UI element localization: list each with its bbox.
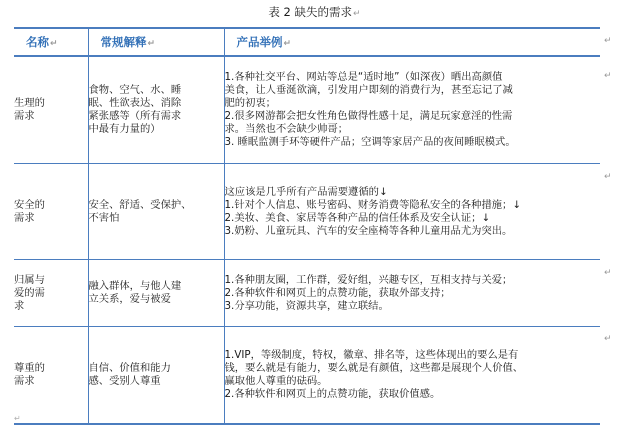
need-name-cell: 安全的 需求 xyxy=(14,198,45,224)
explanation-cell: 融入群体，与他人建 立关系，爱与被爱 xyxy=(88,260,224,327)
paragraph-mark-icon: ↵ xyxy=(147,39,156,49)
paragraph-mark-icon: ↵ xyxy=(50,39,58,49)
explanation-cell: 安全、舒适、受保护、 不害怕 xyxy=(88,164,224,260)
needs-table xyxy=(14,27,600,425)
header-example: 产品举例↵ xyxy=(224,28,600,56)
need-name-cell: 尊重的 需求 xyxy=(14,362,45,387)
table-row xyxy=(14,327,600,425)
header-name: 名称↵ xyxy=(26,35,58,49)
table-header-row xyxy=(14,28,600,56)
need-name-cell: 生理的 需求 xyxy=(14,97,45,122)
example-cell: 1.VIP，等级制度，特权，徽章、排名等，这些体现出的要么是有 钱，要么就是有能力，要么就是有颜值，这些都是展现个人价值、 赢取他人尊重的砝码。 2.各种软件和网页上的点赞功能，获取价值感。 xyxy=(224,327,600,425)
example-cell: 1.各种朋友圈，工作群，爱好组，兴趣专区，互相支持与关爱； 2.各种软件和网页上的点赞功能，获取外部支持； 3.分享功能，资源共享，建立联结。 xyxy=(224,260,600,327)
need-name-cell: 归属与 爱的需 求 xyxy=(14,273,45,312)
table-row xyxy=(14,56,600,164)
row-end-mark-icon: ↵ xyxy=(604,71,612,81)
example-cell: 1.各种社交平台、网站等总是“适时地”（如深夜）晒出高颜值 美食，让人垂涎欲滴，引发用户即刻的消费行为，甚至忘记了减 肥的初衷； 2.很多网游都会把女性角色做得性感十足，满足玩家意淫的性需 求。当然也不会缺少帅哥； 3. 睡眠监测手环等硬件产品；空调等家居产品的夜间睡眠模式。 xyxy=(224,56,600,164)
table-row xyxy=(14,260,600,327)
explanation-cell: 食物、空气、水、睡 眠、性欲表达、消除 紧张感等（所有需求 中最有力量的） xyxy=(88,56,224,164)
paragraph-mark-icon: ↵ xyxy=(283,39,292,49)
paragraph-mark-icon: ↵ xyxy=(353,9,361,19)
row-end-mark-icon: ↵ xyxy=(604,268,612,278)
table-row xyxy=(14,164,600,260)
row-end-mark-icon: ↵ xyxy=(604,172,612,182)
row-end-mark-icon: ↵ xyxy=(604,36,612,46)
caption-text: 表 2 缺失的需求 xyxy=(268,5,353,19)
row-end-mark-icon: ↵ xyxy=(604,334,612,344)
example-cell: 这应该是几乎所有产品需要遵循的↓ 1.针对个人信息、账号密码、财务消费等隐私安全的各种措施；↓ 2.美妆、美食、家居等各种产品的信任体系及安全认证；↓ 3.奶粉、儿童玩具、汽车的安全座椅等各种儿童用品尤为突出。 xyxy=(224,164,600,260)
paragraph-mark-icon: ↵ xyxy=(14,414,21,423)
explanation-cell: 自信、价值和能力 感、受别人尊重 xyxy=(88,327,224,425)
table-caption xyxy=(0,5,629,21)
header-explain: 常规解释↵ xyxy=(88,28,224,56)
